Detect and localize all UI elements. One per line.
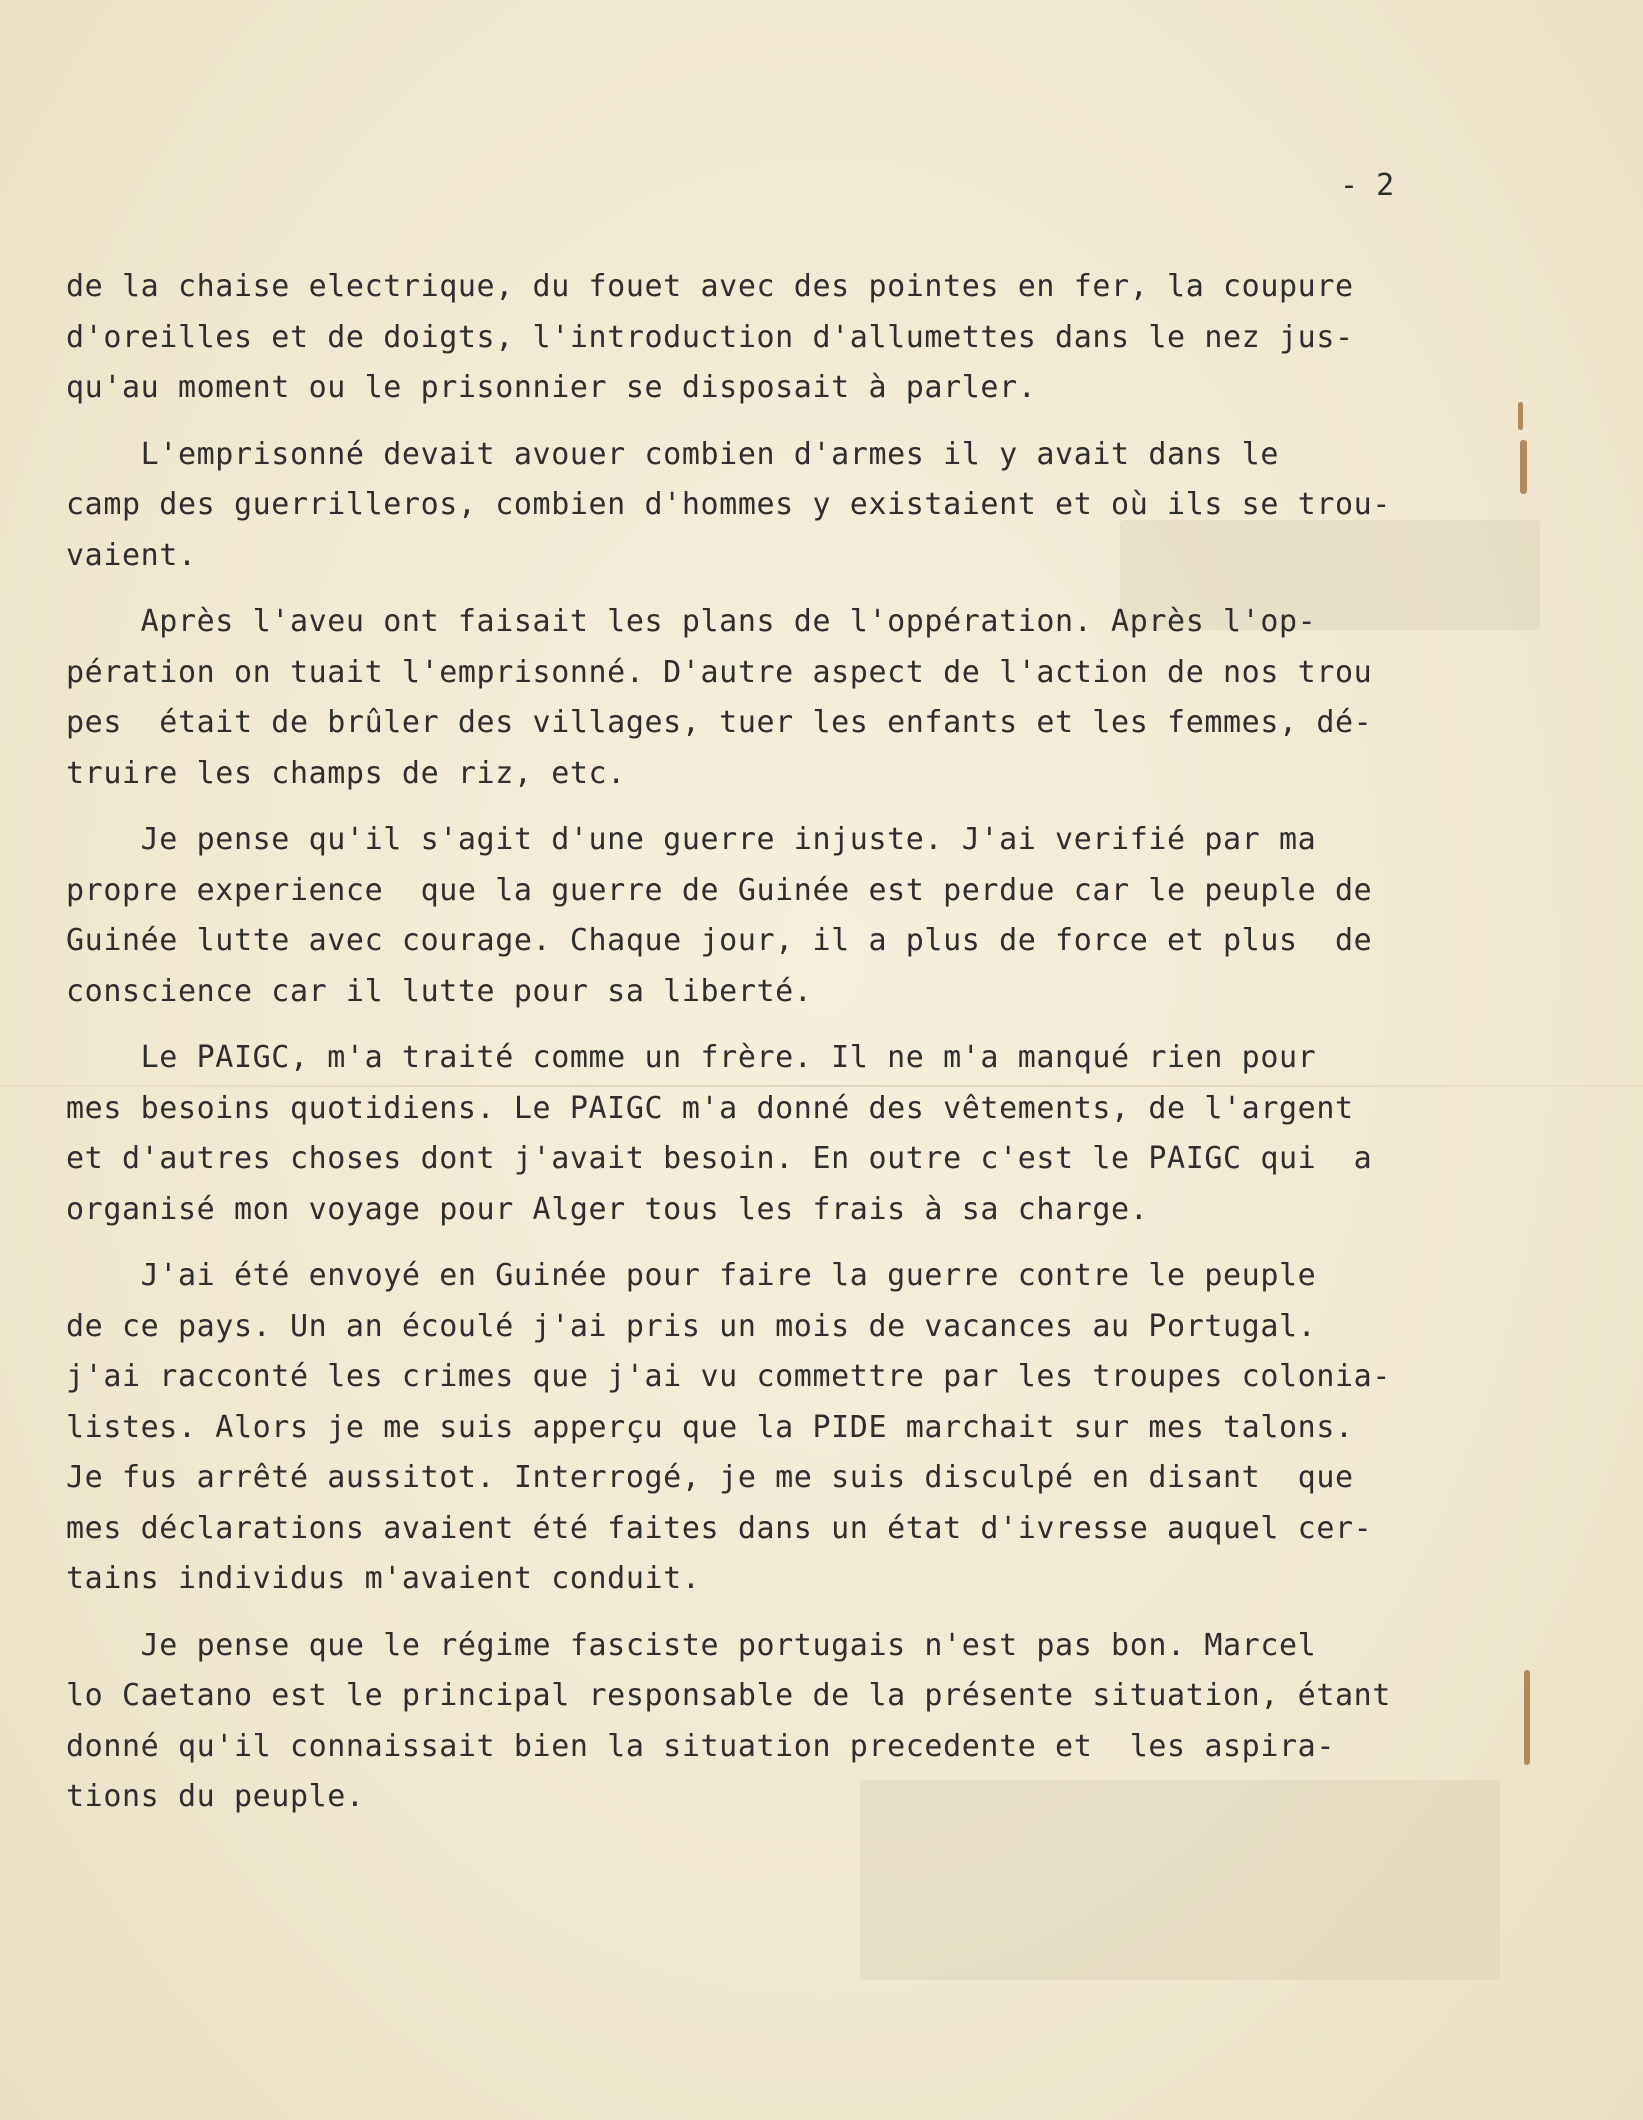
text-line: vaient. <box>66 537 197 573</box>
paragraph-5 <box>66 1033 1486 1235</box>
text-line: mes besoins quotidiens. Le PAIGC m'a donné des vêtements, de l'argent <box>66 1090 1354 1126</box>
paragraph-3 <box>66 597 1486 799</box>
text-line: Le PAIGC, m'a traité comme un frère. Il ne m'a manqué rien pour <box>66 1040 1317 1075</box>
text-line: mes déclarations avaient été faites dans un état d'ivresse auquel cer- <box>66 1510 1373 1546</box>
text-line: et d'autres choses dont j'avait besoin. En outre c'est le PAIGC qui a <box>66 1141 1373 1176</box>
paragraph-4 <box>66 815 1486 1017</box>
paragraph-1 <box>66 262 1486 414</box>
text-line: de ce pays. Un an écoulé j'ai pris un mois de vacances au Portugal. <box>66 1308 1317 1344</box>
text-line: pération on tuait l'emprisonné. D'autre aspect de l'action de nos trou <box>66 654 1373 690</box>
text-line: qu'au moment ou le prisonnier se disposait à parler. <box>66 370 1037 405</box>
text-line: J'ai été envoyé en Guinée pour faire la guerre contre le peuple <box>66 1258 1317 1293</box>
document-body <box>66 262 1486 1839</box>
text-line: Après l'aveu ont faisait les plans de l'oppération. Après l'op- <box>66 604 1317 639</box>
text-line: tains individus m'avaient conduit. <box>66 1561 701 1596</box>
text-line: Je pense qu'il s'agit d'une guerre injuste. J'ai verifié par ma <box>66 822 1317 857</box>
text-line: pes était de brûler des villages, tuer les enfants et les femmes, dé- <box>66 705 1373 740</box>
text-line: conscience car il lutte pour sa liberté. <box>66 973 813 1009</box>
text-line: camp des guerrilleros, combien d'hommes y existaient et où ils se trou- <box>66 487 1391 522</box>
paragraph-6 <box>66 1251 1486 1605</box>
rust-stain <box>1524 1670 1530 1765</box>
rust-stain <box>1520 440 1527 494</box>
page-number: - 2 <box>1340 168 1395 203</box>
text-line: j'ai racconté les crimes que j'ai vu commettre par les troupes colonia- <box>66 1359 1391 1394</box>
text-line: listes. Alors je me suis apperçu que la PIDE marchait sur mes talons. <box>66 1409 1354 1445</box>
text-line: Je fus arrêté aussitot. Interrogé, je me suis disculpé en disant que <box>66 1460 1354 1495</box>
text-line: tions du peuple. <box>66 1779 365 1814</box>
paragraph-2 <box>66 430 1486 582</box>
text-line: donné qu'il connaissait bien la situation precedente et les aspira- <box>66 1728 1335 1764</box>
rust-stain <box>1518 402 1523 430</box>
text-line: Je pense que le régime fasciste portugais n'est pas bon. Marcel <box>66 1627 1317 1663</box>
paragraph-7 <box>66 1621 1486 1823</box>
text-line: propre experience que la guerre de Guinée est perdue car le peuple de <box>66 872 1373 908</box>
text-line: de la chaise electrique, du fouet avec des pointes en fer, la coupure <box>66 269 1354 304</box>
text-line: L'emprisonné devait avouer combien d'armes il y avait dans le <box>66 436 1279 472</box>
text-line: truire les champs de riz, etc. <box>66 755 626 791</box>
text-line: d'oreilles et de doigts, l'introduction d'allumettes dans le nez jus- <box>66 319 1354 355</box>
text-line: Guinée lutte avec courage. Chaque jour, il a plus de force et plus de <box>66 923 1373 958</box>
text-line: lo Caetano est le principal responsable de la présente situation, étant <box>66 1678 1391 1713</box>
text-line: organisé mon voyage pour Alger tous les frais à sa charge. <box>66 1191 1149 1227</box>
